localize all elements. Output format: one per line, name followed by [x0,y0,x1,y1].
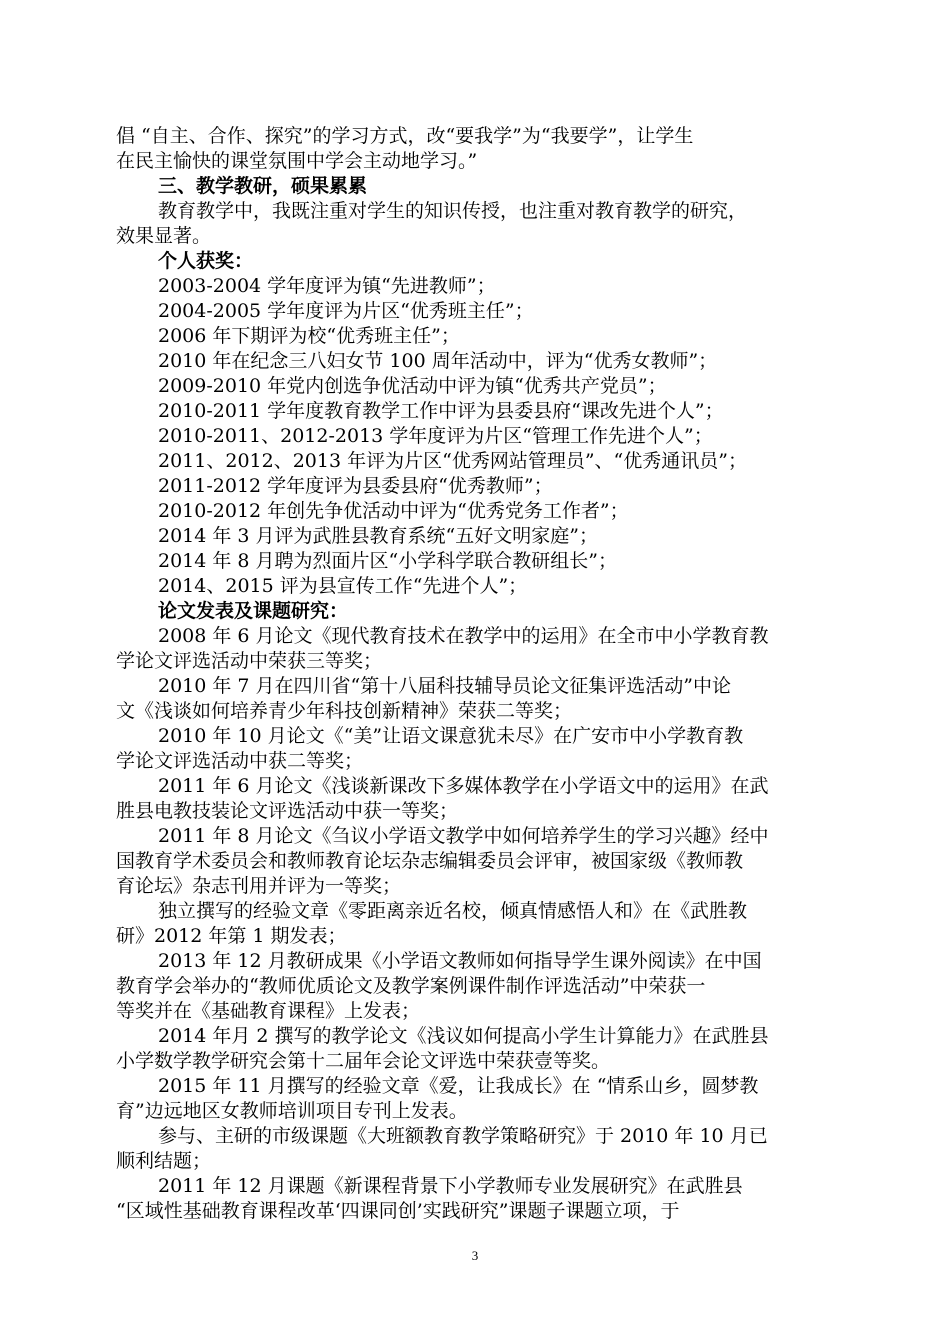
text-line: 国教育学术委员会和教师教育论坛杂志编辑委员会评审，被国家级《教师教 [116,850,744,872]
text-line: 2003-2004 学年度评为镇“先进教师”； [158,275,496,297]
text-line: 胜县电教技装论文评选活动中获一等奖； [116,800,459,822]
text-line: 2008 年 6 月论文《现代教育技术在教学中的运用》在全市中小学教育教 [158,625,769,647]
text-line: 学论文评选活动中获二等奖； [116,750,364,772]
text-line: 学论文评选活动中荣获三等奖； [116,650,383,672]
text-line: 2011 年 12 月课题《新课程背景下小学教师专业发展研究》在武胜县 [158,1175,743,1197]
text-line: 2010 年 10 月论文《“美”让语文课意犹未尽》在广安市中小学教育教 [158,725,744,747]
text-line: 2014 年 8 月聘为烈面片区“小学科学联合教研组长”； [158,550,617,572]
section-heading: 个人获奖： [158,250,254,272]
text-line: 2014 年 3 月评为武胜县教育系统“五好文明家庭”； [158,525,598,547]
text-line: 研》2012 年第 1 期发表； [116,925,347,947]
text-line: 独立撰写的经验文章《零距离亲近名校，倾真情感悟人和》在《武胜教 [158,900,748,922]
text-line: 小学数学教学研究会第十二届年会论文评选中荣获壹等奖。 [116,1050,611,1072]
document-body [116,124,840,1224]
text-line: 2011 年 6 月论文《浅谈新课改下多媒体教学在小学语文中的运用》在武 [158,775,769,797]
text-line: 在民主愉快的课堂氛围中学会主动地学习。” [116,150,478,172]
text-line: 等奖并在《基础教育课程》上发表； [116,1000,421,1022]
text-line: 2013 年 12 月教研成果《小学语文教师如何指导学生课外阅读》在中国 [158,950,762,972]
text-line: 2010 年 7 月在四川省“第十八届科技辅导员论文征集评选活动”中论 [158,675,731,697]
text-line: 2004-2005 学年度评为片区“优秀班主任”； [158,300,534,322]
text-line: 文《浅谈如何培养青少年科技创新精神》荣获二等奖； [116,700,573,722]
text-line: 2014、2015 评为县宣传工作“先进个人”； [158,575,528,597]
section-heading: 论文发表及课题研究： [158,600,349,622]
text-line: 2010-2011 学年度教育教学工作中评为县委县府“课改先进个人”； [158,400,724,422]
text-line: 2015 年 11 月撰写的经验文章《爱，让我成长》在 “情系山乡，圆梦教 [158,1075,759,1097]
text-line: 2014 年月 2 撰写的教学论文《浅议如何提高小学生计算能力》在武胜县 [158,1025,769,1047]
text-line: 顺利结题； [116,1150,212,1172]
text-line: 2011 年 8 月论文《刍议小学语文教学中如何培养学生的学习兴趣》经中 [158,825,769,847]
text-line: 育”边远地区女教师培训项目专刊上发表。 [116,1100,468,1122]
text-line: 2010 年在纪念三八妇女节 100 周年活动中，评为“优秀女教师”； [158,350,718,372]
text-line: 2006 年下期评为校“优秀班主任”； [158,325,460,347]
text-line: 倡 “自主、合作、探究”的学习方式，改“要我学”为“我要学”，让学生 [116,125,694,147]
text-line: 2011-2012 学年度评为县委县府“优秀教师”； [158,475,553,497]
text-line: 参与、主研的市级课题《大班额教育教学策略研究》于 2010 年 10 月已 [158,1125,768,1147]
text-line: 教育学会举办的“教师优质论文及教学案例课件制作评选活动”中荣获一 [116,975,706,997]
text-line: 2010-2011、2012-2013 学年度评为片区“管理工作先进个人”； [158,425,713,447]
text-line: 效果显著。 [116,225,212,247]
text-line: “区域性基础教育课程改革‘四课同创’实践研究”课题子课题立项，于 [116,1200,680,1222]
text-line: 育论坛》杂志刊用并评为一等奖； [116,875,402,897]
section-heading: 三、教学教研，硕果累累 [158,175,368,197]
text-line: 2010-2012 年创先争优活动中评为“优秀党务工作者”； [158,500,629,522]
text-line: 教育教学中，我既注重对学生的知识传授，也注重对教育教学的研究， [158,200,748,222]
page-number: 3 [471,1248,479,1263]
text-line: 2009-2010 年党内创选争优活动中评为镇“优秀共产党员”； [158,375,667,397]
text-line: 2011、2012、2013 年评为片区“优秀网站管理员”、“优秀通讯员”； [158,450,747,472]
